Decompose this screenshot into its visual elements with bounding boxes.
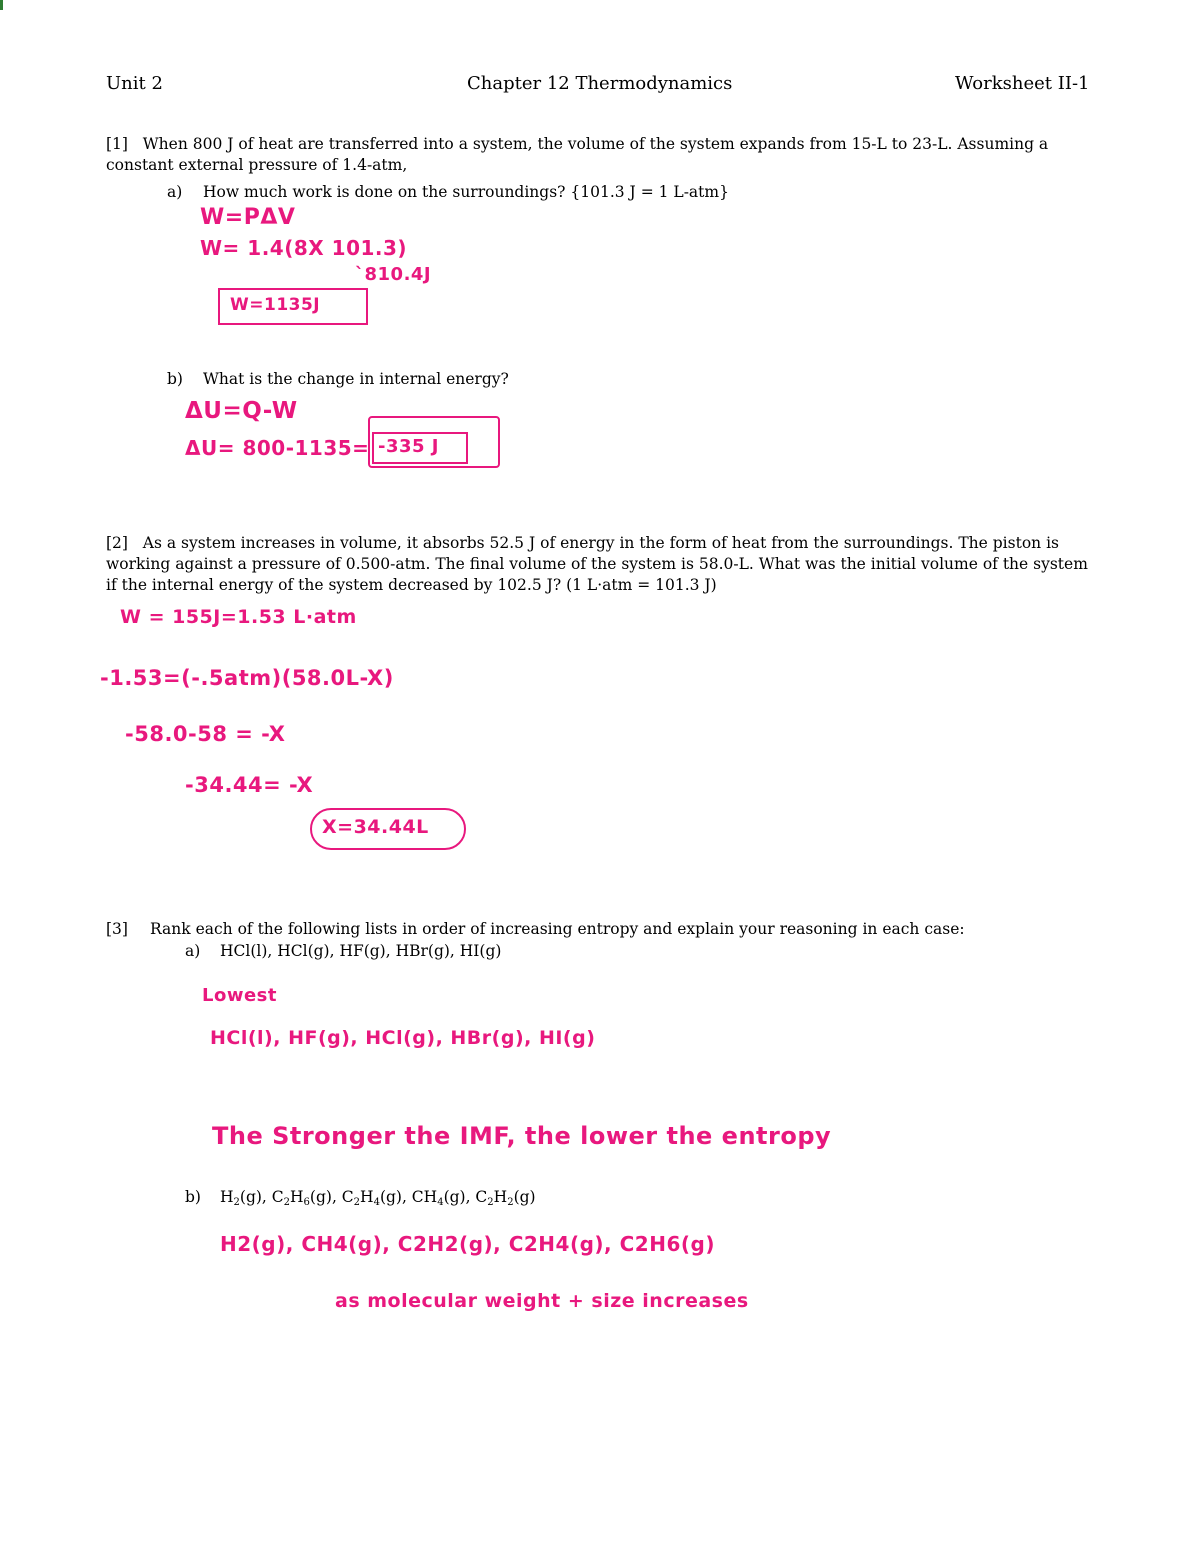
q3b-label: b) (185, 1188, 201, 1206)
header-chapter: Chapter 12 Thermodynamics (467, 73, 733, 94)
q3a-hw-lowest: Lowest (202, 985, 277, 1006)
q1b-hw-answer: -335 J (378, 436, 440, 457)
q3b-hw-ranking: H2(g), CH4(g), C2H2(g), C2H4(g), C2H6(g) (220, 1232, 715, 1256)
q1a-hw-answer: W=1135J (230, 295, 321, 315)
question-2-number: [2] (106, 534, 128, 552)
q2-hw-work: W = 155J=1.53 L·atm (120, 606, 357, 628)
q1b-text: What is the change in internal energy? (203, 370, 509, 388)
q1a-text: How much work is done on the surroundings? {101.3 J = 1 L-atm} (203, 183, 729, 201)
q3a-text: HCl(l), HCl(g), HF(g), HBr(g), HI(g) (220, 942, 502, 960)
question-2 (106, 533, 1091, 596)
question-3-number: [3] (106, 920, 128, 938)
q1a-hw-intermediate: `810.4J (355, 264, 432, 285)
q1b-label: b) (167, 370, 183, 388)
q1a-label: a) (167, 183, 183, 201)
q2-hw-step: -58.0-58 = -X (125, 722, 286, 746)
question-1-text: When 800 J of heat are transferred into a system, the volume of the system expands from 15-L to 23-L. Assuming a constant external pressure of 1.4-atm, (106, 135, 1049, 174)
q3b-text: $H_2(g)$, $C_2H_6(g)$, $C_2H_4(g)$, $CH_4(g)$, $C_2H_2(g)$ (220, 1188, 536, 1208)
q2-hw-step-2: -34.44= -X (185, 773, 314, 797)
q3a-hw-ranking: HCl(l), HF(g), HCl(g), HBr(g), HI(g) (210, 1027, 596, 1049)
q1a-hw-formula: W=PΔV (200, 205, 296, 230)
q1b-hw-formula: ΔU=Q-W (185, 398, 298, 424)
q3a-hw-reasoning: The Stronger the IMF, the lower the entropy (212, 1122, 832, 1150)
q2-hw-equation: -1.53=(-.5atm)(58.0L-X) (100, 666, 394, 690)
q1b-hw-substitution: ΔU= 800-1135= (185, 436, 370, 460)
header-unit: Unit 2 (106, 73, 163, 94)
q3b-hw-reasoning: as molecular weight + size increases (335, 1290, 749, 1312)
header-worksheet: Worksheet II-1 (955, 73, 1090, 94)
question-1 (106, 134, 1096, 176)
question-1-number: [1] (106, 135, 128, 153)
q3a-label: a) (185, 942, 201, 960)
question-3-text: Rank each of the following lists in order of increasing entropy and explain your reasoning in each case: (150, 920, 965, 938)
q1a-hw-substitution: W= 1.4(8X 101.3) (200, 236, 408, 260)
corner-mark (0, 0, 3, 10)
question-2-text: As a system increases in volume, it absorbs 52.5 J of energy in the form of heat from the surroundings. The piston is working against a pressure of 0.500-atm. The final volume of the system is 58.0-L. What was the initial volume of the system if the internal energy of the system decreased by 102.5 J? (1 L·atm = 101.3 J) (106, 534, 1088, 594)
q2-hw-answer: X=34.44L (322, 816, 429, 838)
